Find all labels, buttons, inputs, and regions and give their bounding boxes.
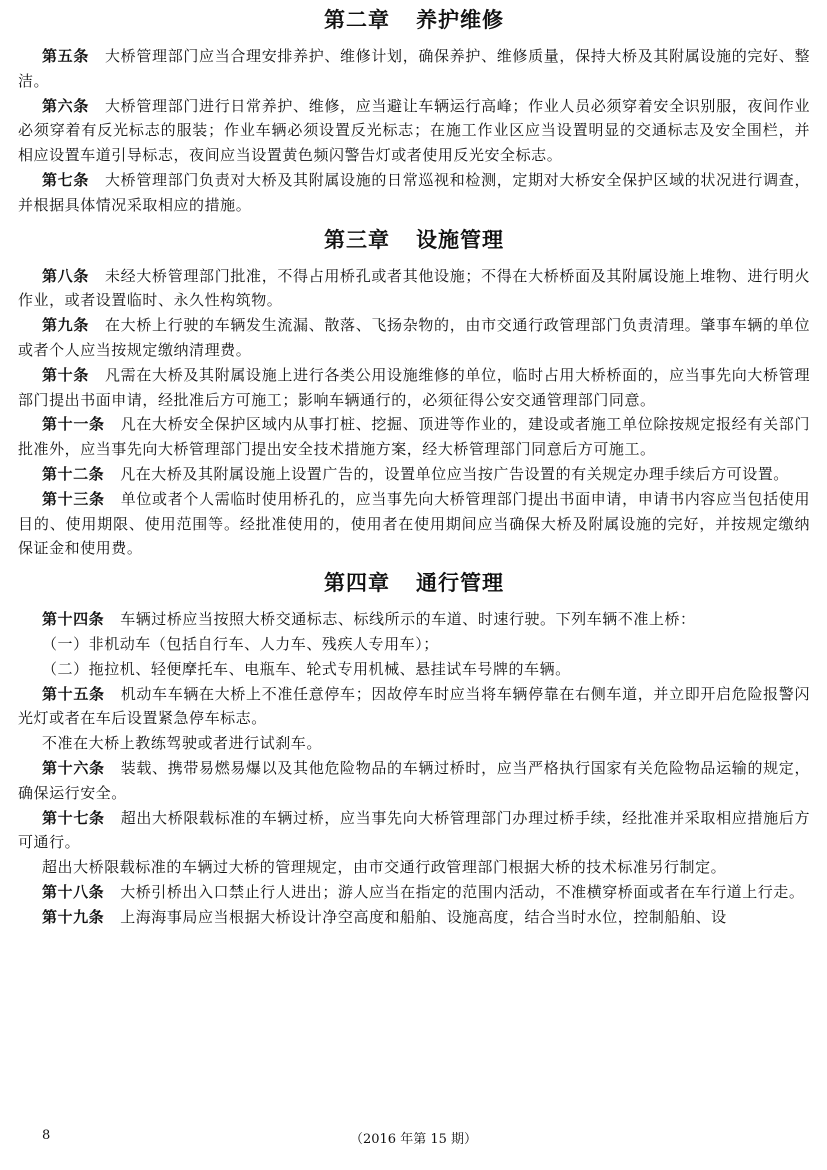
article-label: 第六条 [42,96,90,115]
article-text: 单位或者个人需临时使用桥孔的，应当事先向大桥管理部门提出书面申请，申请书内容应当包括使用目的、使用期限、使用范围等。经批准使用的，使用者在使用期间应当确保大桥及附属设施的完好，并按规定缴纳保证金和使用费。 [18,489,810,558]
article-text: 凡在大桥及其附属设施上设置广告的，设置单位应当按广告设置的有关规定办理手续后方可设置。 [120,464,789,483]
article-paragraph [18,462,810,487]
article-label: 第十七条 [42,808,105,827]
chapter-name: 设施管理 [416,227,504,252]
chapter-number: 第四章 [324,571,390,596]
chapter-name: 养护维修 [416,8,504,32]
article-paragraph [18,264,810,314]
article-text: 不准在大桥上教练驾驶或者进行试刹车。 [42,734,322,753]
article-paragraph [18,880,810,905]
chapter-number: 第三章 [324,227,390,252]
article-paragraph [18,412,810,462]
article-paragraph [18,607,810,632]
article-text: 大桥管理部门应当合理安排养护、维修计划，确保养护、维修质量，保持大桥及其附属设施的完好、整洁。 [18,47,810,90]
list-item [18,657,810,682]
article-label: 第十一条 [42,415,105,434]
chapter-title [18,226,810,254]
article-paragraph [18,905,810,930]
article-paragraph [18,756,810,806]
article-text: 在大桥上行驶的车辆发生流漏、散落、飞扬杂物的，由市交通行政管理部门负责清理。肇事车辆的单位或者个人应当按规定缴纳清理费。 [18,316,810,359]
article-label: 第十六条 [42,758,105,777]
list-item-text: （一）非机动车（包括自行车、人力车、残疾人专用车）； [42,634,439,653]
chapter-title [18,569,810,597]
article-paragraph [18,487,810,561]
article-text: 未经大桥管理部门批准，不得占用桥孔或者其他设施；不得在大桥桥面及其附属设施上堆物、进行明火作业，或者设置临时、永久性构筑物。 [18,266,810,310]
article-label: 第十条 [42,365,90,384]
chapter-title [18,6,810,34]
article-text: 大桥管理部门进行日常养护、维修，应当避让车辆运行高峰；作业人员必须穿着安全识别服，夜间作业必须穿着有反光标志的服装；作业车辆必须设置反光标志；在施工作业区应当设置明显的交通标志及安全围栏，并相应设置车道引导标志，夜间应当设置黄色频闪警告灯或者使用反光安全标志。 [18,96,810,165]
article-paragraph [18,94,810,168]
continuation-paragraph [18,731,810,756]
article-label: 第十三条 [42,489,105,508]
article-paragraph [18,363,810,413]
article-text: 上海海事局应当根据大桥设计净空高度和船舶、设施高度，结合当时水位，控制船舶、设 [120,907,727,926]
article-paragraph [18,168,810,218]
article-text: 超出大桥限载标准的车辆过大桥的管理规定，由市交通行政管理部门根据大桥的技术标准另行制定。 [42,858,727,877]
article-paragraph [18,313,810,363]
continuation-paragraph [18,855,810,880]
article-label: 第九条 [42,316,90,335]
list-item-text: （二）拖拉机、轻便摩托车、电瓶车、轮式专用机械、悬挂试车号牌的车辆。 [42,659,571,678]
article-text: 凡需在大桥及其附属设施上进行各类公用设施维修的单位，临时占用大桥桥面的，应当事先向大桥管理部门提出书面申请，经批准后方可施工；影响车辆通行的，必须征得公安交通管理部门同意。 [18,365,810,409]
article-label: 第八条 [42,266,90,285]
page-number: 8 [42,1128,51,1143]
article-text: 超出大桥限载标准的车辆过桥，应当事先向大桥管理部门办理过桥手续，经批准并采取相应措施后方可通行。 [18,808,810,852]
article-text: 装载、携带易燃易爆以及其他危险物品的车辆过桥时，应当严格执行国家有关危险物品运输的规定，确保运行安全。 [18,758,810,802]
article-label: 第十八条 [42,882,105,901]
issue-label: （2016 年第 15 期） [349,1132,478,1147]
article-text: 机动车车辆在大桥上不准任意停车；因故停车时应当将车辆停靠在右侧车道，并立即开启危险报警闪光灯或者在车后设置紧急停车标志。 [18,684,810,728]
article-paragraph [18,682,810,732]
article-label: 第十九条 [42,907,105,926]
article-label: 第七条 [42,170,90,189]
article-text: 凡在大桥安全保护区域内从事打桩、挖掘、顶进等作业的，建设或者施工单位除按规定报经有关部门批准外，应当事先向大桥管理部门提出安全技术措施方案，经大桥管理部门同意后方可施工。 [18,415,810,459]
document-page [18,6,810,930]
article-label: 第十四条 [42,610,105,629]
chapter-number: 第二章 [324,8,390,32]
article-paragraph [18,806,810,856]
list-item [18,632,810,657]
article-text: 大桥管理部门负责对大桥及其附属设施的日常巡视和检测，定期对大桥安全保护区域的状况进行调查，并根据具体情况采取相应的措施。 [18,170,810,214]
chapter-name: 通行管理 [416,571,504,596]
article-label: 第十五条 [42,684,105,703]
page-footer [0,1128,827,1152]
article-paragraph [18,44,810,94]
article-label: 第五条 [42,47,90,65]
article-text: 大桥引桥出入口禁止行人进出；游人应当在指定的范围内活动，不准横穿桥面或者在车行道上行走。 [120,882,805,901]
article-text: 车辆过桥应当按照大桥交通标志、标线所示的车道、时速行驶。下列车辆不准上桥： [120,610,696,629]
article-label: 第十二条 [42,464,105,483]
